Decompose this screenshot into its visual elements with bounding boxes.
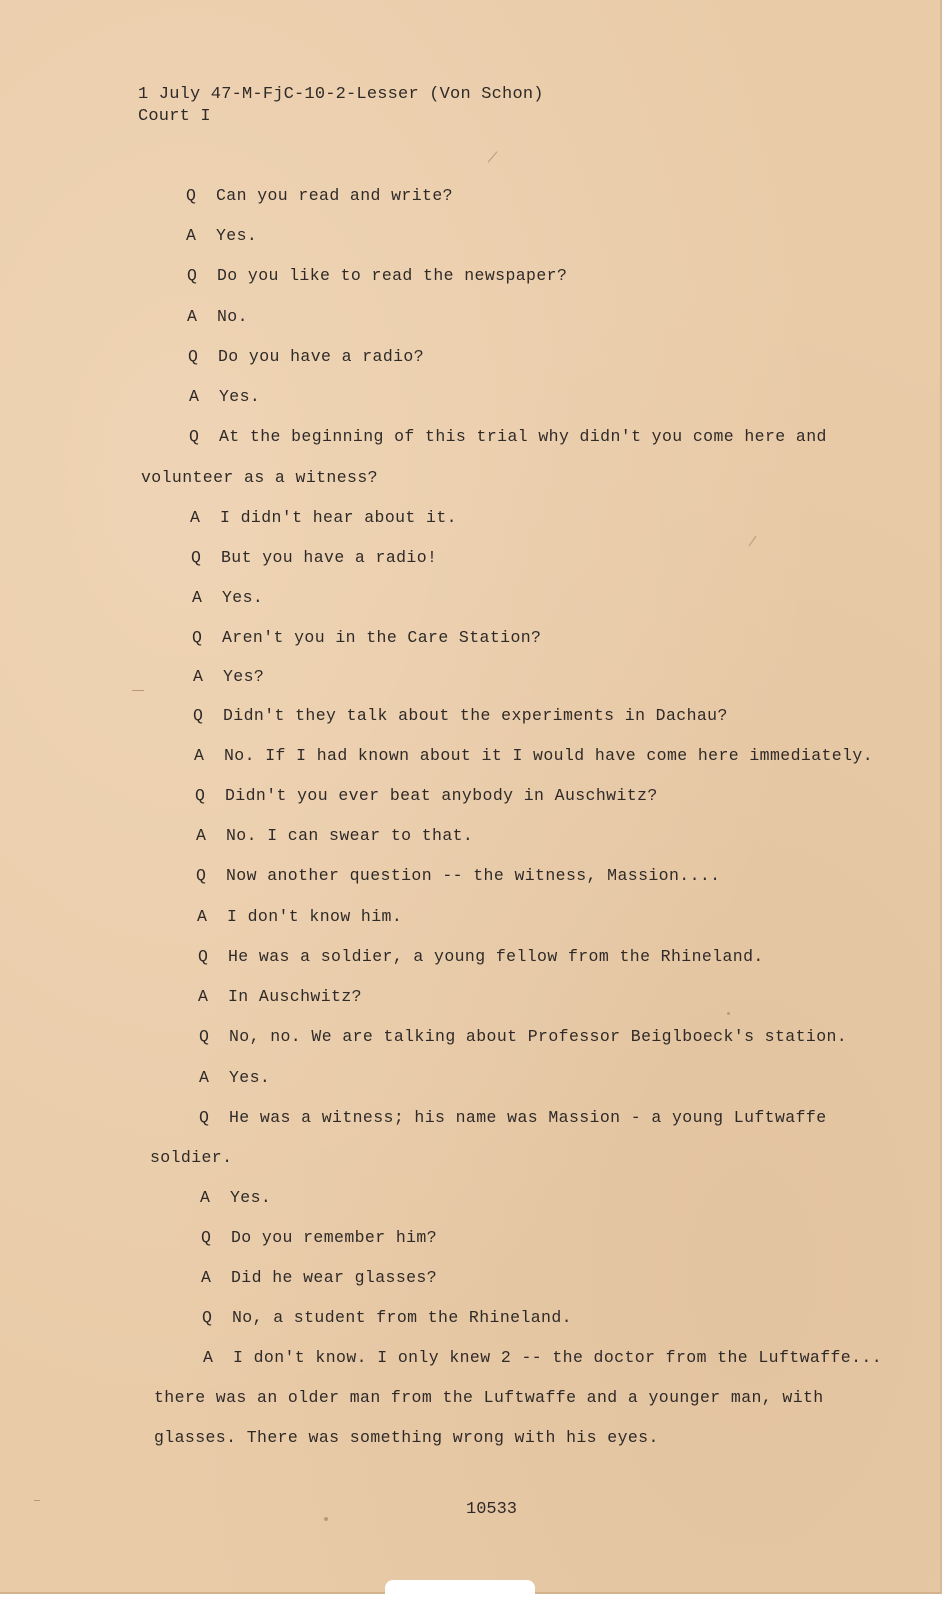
transcript-line — [191, 548, 437, 567]
speaker-label: Q — [201, 1228, 212, 1247]
transcript-line — [187, 307, 248, 326]
line-text: Yes? — [223, 667, 265, 686]
transcript-line — [201, 1228, 437, 1247]
transcript-line — [199, 1108, 827, 1127]
line-text: Can you read and write? — [216, 186, 453, 205]
line-text: Do you remember him? — [231, 1228, 438, 1247]
speaker-label: Q — [188, 347, 199, 366]
speaker-label: Q — [199, 1027, 210, 1046]
transcript-continuation — [150, 1148, 232, 1167]
transcript-line — [203, 1348, 882, 1367]
line-text: volunteer as a witness? — [141, 468, 378, 487]
line-text: He was a witness; his name was Massion - a young Luftwaffe — [229, 1108, 827, 1127]
speaker-label: A — [196, 826, 207, 845]
line-text: No, no. We are talking about Professor Beiglboeck's station. — [229, 1027, 848, 1046]
transcript-line — [189, 387, 260, 406]
paper-mark — [749, 536, 757, 546]
speaker-label: Q — [196, 866, 207, 885]
speaker-label: A — [189, 387, 200, 406]
speaker-label: A — [198, 987, 209, 1006]
document-header — [138, 84, 544, 128]
line-text: there was an older man from the Luftwaffe and a younger man, with — [154, 1388, 824, 1407]
transcript-line — [196, 826, 473, 845]
transcript-line — [200, 1188, 271, 1207]
header-court-line: Court I — [138, 107, 211, 126]
transcript-line — [195, 786, 658, 805]
speaker-label: Q — [191, 548, 202, 567]
line-text: Aren't you in the Care Station? — [222, 628, 542, 647]
line-text: Do you have a radio? — [218, 347, 425, 366]
header-session-line: 1 July 47-M-FjC-10-2-Lesser (Von Schon) — [138, 85, 544, 104]
transcript-line — [202, 1308, 572, 1327]
transcript-line — [186, 186, 453, 205]
transcript-line — [192, 588, 263, 607]
line-text: No, a student from the Rhineland. — [232, 1308, 572, 1327]
speaker-label: Q — [195, 786, 206, 805]
paper-mark — [488, 151, 498, 162]
line-text: Yes. — [222, 588, 264, 607]
line-text: But you have a radio! — [221, 548, 438, 567]
speaker-label: Q — [192, 628, 203, 647]
transcript-line — [190, 508, 457, 527]
speaker-label: Q — [189, 427, 200, 446]
line-text: glasses. There was something wrong with his eyes. — [154, 1428, 659, 1447]
paper-mark — [34, 1500, 40, 1501]
transcript-line — [198, 987, 362, 1006]
transcript-line — [187, 266, 567, 285]
line-text: I don't know him. — [227, 907, 403, 926]
line-text: Do you like to read the newspaper? — [217, 266, 568, 285]
transcript-line — [189, 427, 827, 446]
speaker-label: A — [187, 307, 198, 326]
transcript-continuation — [154, 1428, 659, 1447]
transcript-line — [199, 1068, 270, 1087]
line-text: No. I can swear to that. — [226, 826, 474, 845]
speaker-label: A — [197, 907, 208, 926]
transcript-line — [186, 226, 257, 245]
speaker-label: Q — [193, 706, 204, 725]
line-text: Yes. — [219, 387, 261, 406]
transcript-line — [193, 706, 728, 725]
transcript-line — [193, 667, 264, 686]
transcript-line — [196, 866, 720, 885]
speaker-label: A — [194, 746, 205, 765]
speaker-label: A — [186, 226, 197, 245]
speaker-label: Q — [186, 186, 197, 205]
speaker-label: A — [190, 508, 201, 527]
paper-mark — [727, 1012, 730, 1015]
speaker-label: A — [203, 1348, 214, 1367]
transcript-continuation — [154, 1388, 824, 1407]
line-text: Did he wear glasses? — [231, 1268, 438, 1287]
transcript-line — [199, 1027, 847, 1046]
line-text: At the beginning of this trial why didn't you come here and — [219, 427, 827, 446]
line-text: I didn't hear about it. — [220, 508, 457, 527]
transcript-line — [188, 347, 424, 366]
line-text: Yes. — [216, 226, 258, 245]
speaker-label: A — [199, 1068, 210, 1087]
line-text: He was a soldier, a young fellow from the Rhineland. — [228, 947, 764, 966]
transcript-line — [198, 947, 764, 966]
speaker-label: Q — [199, 1108, 210, 1127]
paper-mark — [132, 690, 144, 691]
speaker-label: A — [201, 1268, 212, 1287]
transcript-continuation — [141, 468, 378, 487]
line-text: I don't know. I only knew 2 -- the doctor from the Luftwaffe... — [233, 1348, 883, 1367]
line-text: In Auschwitz? — [228, 987, 362, 1006]
transcript-line — [192, 628, 541, 647]
speaker-label: Q — [198, 947, 209, 966]
line-text: No. — [217, 307, 248, 326]
transcript-line — [201, 1268, 437, 1287]
speaker-label: A — [193, 667, 204, 686]
transcript-line — [194, 746, 873, 765]
line-text: Didn't you ever beat anybody in Auschwitz? — [225, 786, 658, 805]
line-text: soldier. — [150, 1148, 233, 1167]
line-text: No. If I had known about it I would have come here immediately. — [224, 746, 874, 765]
paper-mark — [324, 1517, 328, 1521]
line-text: Yes. — [230, 1188, 272, 1207]
speaker-label: Q — [202, 1308, 213, 1327]
page-number: 10533 — [466, 1500, 518, 1519]
speaker-label: A — [192, 588, 203, 607]
line-text: Yes. — [229, 1068, 271, 1087]
transcript-line — [197, 907, 402, 926]
line-text: Now another question -- the witness, Massion.... — [226, 866, 721, 885]
speaker-label: Q — [187, 266, 198, 285]
line-text: Didn't they talk about the experiments in Dachau? — [223, 706, 728, 725]
torn-edge — [385, 1580, 535, 1594]
speaker-label: A — [200, 1188, 211, 1207]
